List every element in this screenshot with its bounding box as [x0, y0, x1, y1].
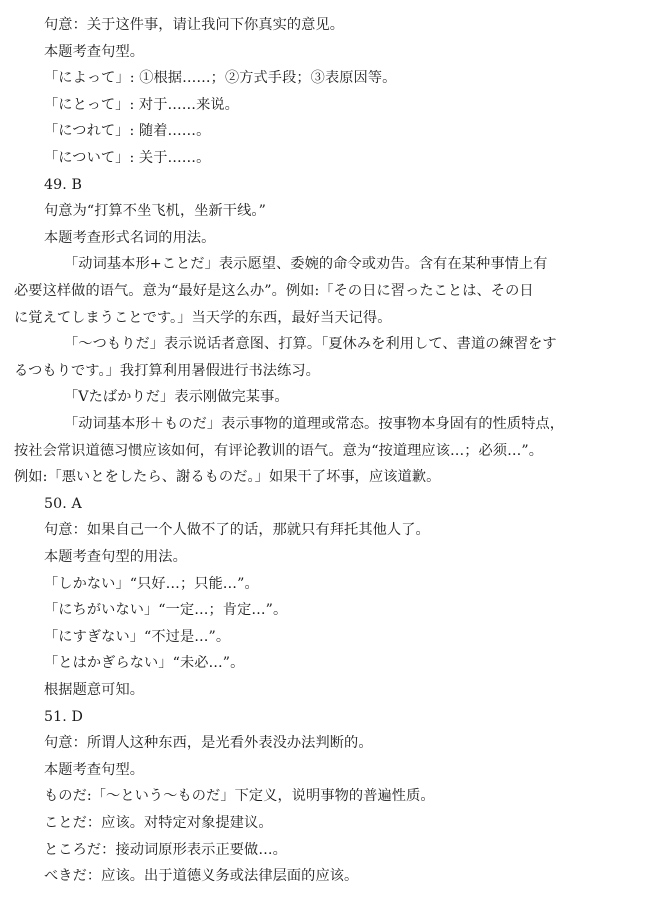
- text-line: 「动词基本形＋ものだ」表示事物的道理或常态。按事物本身固有的性质特点，: [64, 416, 565, 432]
- text-line: 必要这样做的语气。意为“最好是这么办”。例如:「その日に習ったことは、その日: [14, 283, 534, 299]
- text-line: 「によって」: ①根据……；②方式手段；③表原因等。: [44, 70, 397, 87]
- text-line: べきだ：应该。出于道德义务或法律层面的应该。: [44, 868, 359, 885]
- text-line: 「とはかぎらない」“未必…”。: [44, 655, 245, 672]
- text-line: 「につれて」: 随着……。: [44, 123, 211, 140]
- text-line: 「Vたばかりだ」表示刚做完某事。: [64, 389, 289, 406]
- text-line: 例如:「悪いとをしたら、謝るものだ。」如果干了坏事，应该道歉。: [14, 469, 441, 486]
- text-line: 49. B: [44, 176, 82, 193]
- text-line: 「にちがいない」“一定…；肯定…”。: [44, 602, 288, 619]
- text-line: 「について」: 关于……。: [44, 150, 211, 166]
- text-line: 「にすぎない」“不过是…”。: [44, 628, 231, 645]
- text-line: 50. A: [44, 495, 82, 512]
- text-line: 「动词基本形+ことだ」表示愿望、委婉的命令或劝告。含有在某种事情上有: [64, 256, 548, 273]
- text-line: 根据题意可知。: [44, 682, 145, 698]
- text-line: 51. D: [44, 708, 83, 725]
- text-line: 「にとって」: 对于……来说。: [44, 96, 239, 113]
- text-line: 本题考查形式名词的用法。: [44, 229, 216, 246]
- text-line: 句意：如果自己一个人做不了的话，那就只有拜托其他人了。: [44, 522, 430, 539]
- text-line: ものだ:「～という～ものだ」下定义，说明事物的普遍性质。: [44, 788, 435, 805]
- text-line: 「～つもりだ」表示说话者意图、打算。「夏休みを利用して、書道の練習をす: [64, 336, 557, 353]
- text-line: 按社会常识道德习惯应该如何，有评论教训的语气。意为“按道理应该…；必须…”。: [14, 442, 544, 459]
- text-line: 本题考查句型。: [44, 761, 145, 778]
- text-line: 本题考查句型的用法。: [44, 549, 187, 565]
- text-line: 本题考查句型。: [44, 43, 145, 60]
- text-line: に覚えてしまうことです。」当天学的东西，最好当天记得。: [14, 309, 392, 326]
- text-line: るつもりです。」我打算利用暑假进行书法练习。: [14, 362, 320, 379]
- text-line: 句意为“打算不坐飞机，坐新干线。”: [44, 203, 266, 220]
- text-line: 句意：所谓人这种东西，是光看外表没办法判断的。: [44, 735, 373, 752]
- text-line: 句意：关于这件事，请让我问下你真实的意见。: [44, 17, 345, 33]
- text-line: ことだ：应该。对特定对象提建议。: [44, 815, 273, 831]
- text-line: ところだ：接动词原形表示正要做…。: [44, 841, 287, 858]
- text-line: 「しかない」“只好…；只能…”。: [44, 575, 259, 592]
